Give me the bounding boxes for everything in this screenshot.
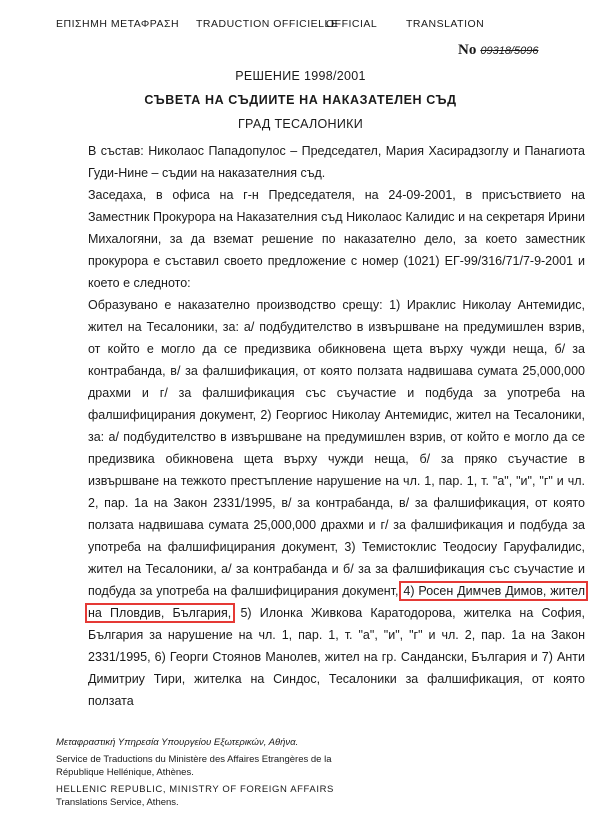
header-english-official: OFFICIAL <box>326 18 378 30</box>
footer-greek: Μεταφραστική Υπηρεσία Υπουργείου Εξωτερικών, Αθήνα. <box>56 737 299 748</box>
footer-english-line1: HELLENIC REPUBLIC, MINISTRY OF FOREIGN AFFAIRS <box>56 784 334 795</box>
header-greek: ΕΠΙΣΗΜΗ ΜΕΤΑΦΡΑΣΗ <box>56 18 180 30</box>
number-symbol: No <box>458 42 477 58</box>
paragraph-proceedings <box>88 294 585 712</box>
number-value: 09318/5096 <box>480 45 539 57</box>
decision-title: РЕШЕНИЕ 1998/2001 <box>235 69 366 83</box>
city-title: ГРАД ТЕСАЛОНИКИ <box>237 117 363 131</box>
paragraph-composition: В състав: Николаос Пападопулос – Председател, Мария Хасирадзоглу и Панагиота Гуди-Нине – съдии на наказателния съд. <box>88 144 585 180</box>
document-number <box>458 42 538 59</box>
footer-french-line2: République Hellénique, Athènes. <box>56 767 194 778</box>
paragraph-session: Заседаха, в офиса на г-н Председателя, на 24-09-2001, в присъствието на Заместник Прокурора на Наказателния съд Николаос Калидис и на секретаря Ирини Михалогяни, за да вземат решение по наказателно дело, за което заместник прокурора е съставил своето предложение с номер (1021) ЕГ-99/316/71/7-9-2001 и което е следното: <box>88 188 585 290</box>
proceedings-text-end: 5) Илонка Живкова Каратодорова, жителка на София, България за нарушение на чл. 1, пар. 1, т. "а", "и", "г" и чл. 2, пар. 1а на Закон 2331/1995, 6) Георги Стоянов Манолев, жител на гр. Сандански, България и 7) Анти Димитриу Тири, жителка на Синдос, Тесалоники за фалшификация, от която ползата <box>88 606 585 708</box>
court-title: СЪВЕТА НА СЪДИИТЕ НА НАКАЗАТЕЛЕН СЪД <box>144 93 457 107</box>
highlighted-defendant: 4) Росен Димчев Димов, жител на Пловдив, България, <box>88 584 585 620</box>
footer <box>56 736 576 809</box>
header-english-translation: TRANSLATION <box>406 18 485 30</box>
footer-french-line1: Service de Traductions du Ministère des Affaires Etrangères de la <box>56 754 332 765</box>
header-french: TRADUCTION OFFICIELLE <box>196 18 339 30</box>
document-body <box>88 140 585 712</box>
footer-english-line2: Translations Service, Athens. <box>56 797 179 808</box>
proceedings-text-start: Образувано е наказателно производство срещу: 1) Ираклис Николау Антемидис, жител на Тесалоники, за: а/ подбудителство в извършване на предумишлен взрив, от който е могло да се предизвика обикновена щета върху чужди неща, б/ за контрабанда, в/ за фалшификация, от която ползата надвишава сумата 25,000,000 драхми и г/ за фалшификация със съучастие и подбуда за употреба на фалшифицирания документ, 2) Георгиос Николау Антемидис, жител на Тесалоники, за: а/ подбудителство в извършване на предумишлен взрив, от който е могло да се предизвика обикновена щета върху чужди неща, б/ за пряко съучастие в извършване на тежкото престъпление нарушение на чл. 1, пар. 1, т. "а", "и", "г" и чл. 2, пар. 1а на Закон 2331/1995, в/ за контрабанда, в/ за фалшификация, от която ползата надвишава сумата 25,000,000 драхми и г/ за фалшификация и подбуда за употреба на фалшифицирания документ, 3) Темистоклис Теодосиу Гаруфалидис, жител на Тесалоники, а/ за контрабанда и б/ за за фалшификация със съучастие и подбуда за употреба на фалшифицирания документ, <box>88 298 585 598</box>
